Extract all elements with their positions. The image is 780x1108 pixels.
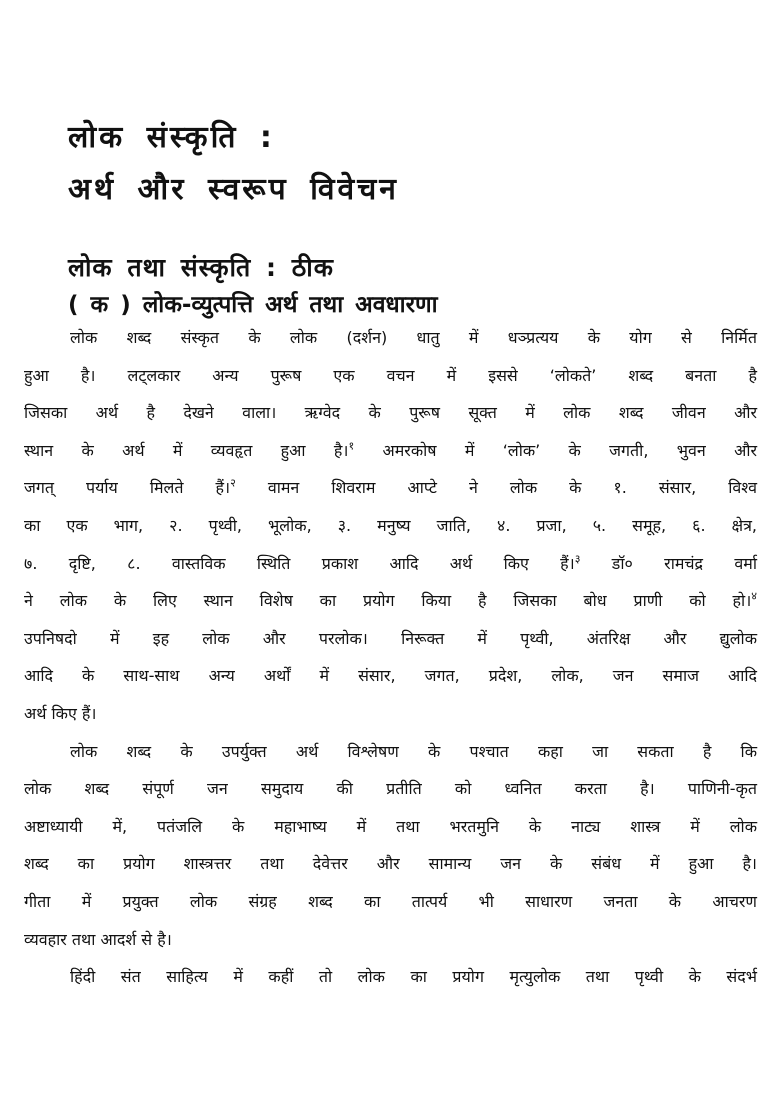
footnote-ref-3[interactable]: ३ [574,552,581,566]
text-line: स्थान के अर्थ में व्यवहृत हुआ है।$^१$ अमरकोष में ‘लोक’ के जगती, भुवन और [24,439,757,460]
text-line: आदि के साथ-साथ अन्य अर्थों में संसार, जगत, प्रदेश, लोक, जन समाज आदि [24,666,757,686]
text-line: उपनिषदो में इह लोक और परलोक। निरूक्त में पृथ्वी, अंतरिक्ष और द्युलोक [24,628,757,648]
sub-heading: ( क ) लोक-व्युत्पत्ति अर्थ तथा अवधारणा [68,292,438,318]
chapter-title [68,112,668,216]
paragraph-1 [24,326,757,740]
chapter-title-line-1: लोक संस्कृति : [68,120,275,155]
text-line: अष्टाध्यायी में, पतंजलि के महाभाष्य में तथा भरतमुनि के नाट्य शास्त्र में लोक [24,816,757,836]
text-line: लोक शब्द के उपर्युक्त अर्थ विश्लेषण के पश्चात कहा जा सकता है कि [70,741,757,761]
text-line: का एक भाग, २. पृथ्वी, भूलोक, ३. मनुष्य जाति, ४. प्रजा, ५. समूह, ६. क्षेत्र, [24,515,757,535]
text-line: लोक शब्द संपूर्ण जन समुदाय की प्रतीति को ध्वनित करता है। पाणिनी-कृत [24,779,757,799]
text-line: व्यवहार तथा आदर्श से है। [24,929,172,949]
footnote-ref-2[interactable]: २ [230,477,236,491]
footnote-ref-1[interactable]: १ [348,439,355,453]
text-line: लोक शब्द संस्कृत के लोक (दर्शन) धातु में धञ्प्रत्यय के योग से निर्मित [70,328,757,347]
paragraph-2 [24,740,757,966]
text-line: शब्द का प्रयोग शास्त्रत्तर तथा देवेत्तर और सामान्य जन के संबंध में हुआ है। [24,854,757,874]
footnote-ref-4[interactable]: ४ [751,589,757,603]
section-heading: लोक तथा संस्कृति : ठीक [68,253,334,282]
text-line: हुआ है। लट्लकार अन्य पुरूष एक वचन में इससे ‘लोकते’ शब्द बनता है [24,365,757,385]
text-line: जिसका अर्थ है देखने वाला। ऋग्वेद के पुरूष सूक्त में लोक शब्द जीवन और [24,403,757,423]
text-line: हिंदी संत साहित्य में कहीं तो लोक का प्रयोग मृत्युलोक तथा पृथ्वी के संदर्भ [70,967,757,987]
text-line: गीता में प्रयुक्त लोक संग्रह शब्द का तात्पर्य भी साधारण जनता के आचरण [24,891,757,911]
paragraph-3 [24,965,757,1003]
body-text [24,326,757,1003]
text-line: जगत् पर्याय मिलते हैं।$^२$ वामन शिवराम आप्टे ने लोक के १. संसार, विश्व [24,477,757,498]
text-line: अर्थ किए हैं। [24,703,97,723]
text-line: ने लोक के लिए स्थान विशेष का प्रयोग किया है जिसका बोध प्राणी को हो।$^४$ [24,589,757,611]
chapter-title-line-2: अर्थ और स्वरूप विवेचन [68,172,399,207]
text-line: ७. दृष्टि, ८. वास्तविक स्थिति प्रकाश आदि अर्थ किए हैं।$^३$ डॉ० रामचंद्र वर्मा [24,552,757,573]
